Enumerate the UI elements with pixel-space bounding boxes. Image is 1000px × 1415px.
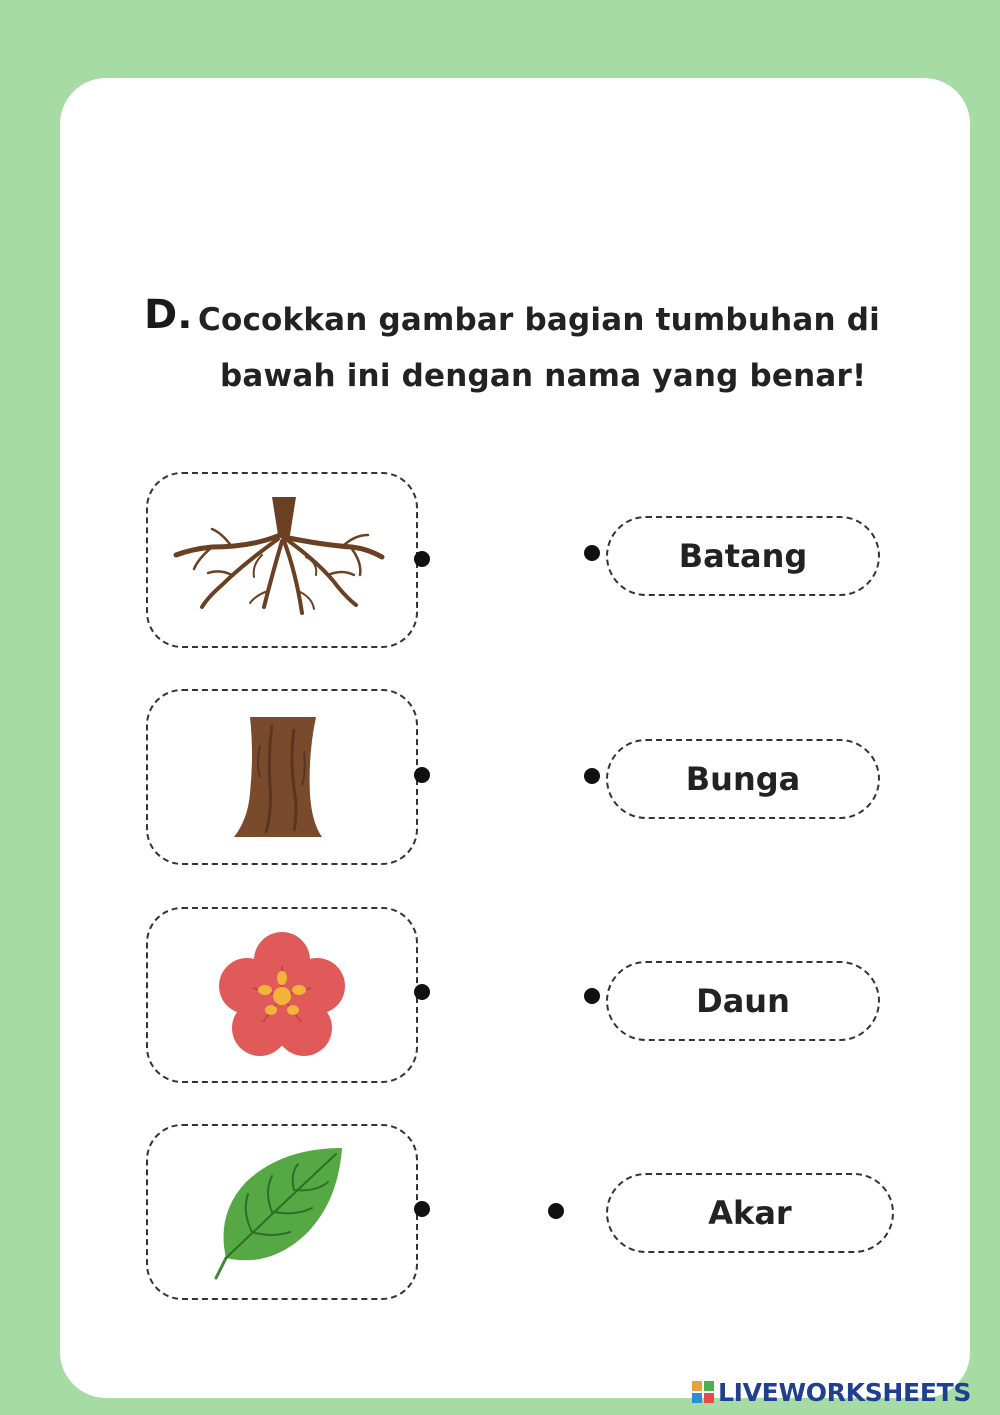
leaf-icon xyxy=(212,1142,352,1282)
word-dot-bunga[interactable] xyxy=(584,768,600,784)
liveworksheets-logo-text: LIVEWORKSHEETS xyxy=(718,1377,972,1407)
word-box-bunga: Bunga xyxy=(606,739,880,819)
section-letter: D. xyxy=(144,292,193,338)
liveworksheets-logo-icon xyxy=(692,1381,714,1403)
word-box-akar: Akar xyxy=(606,1173,894,1253)
instruction-line-1: Cocokkan gambar bagian tumbuhan di xyxy=(198,302,880,338)
picture-dot-flower[interactable] xyxy=(414,984,430,1000)
picture-box-leaf xyxy=(146,1124,418,1300)
picture-box-flower xyxy=(146,907,418,1083)
roots-icon xyxy=(172,495,392,625)
picture-dot-roots[interactable] xyxy=(414,551,430,567)
word-box-daun: Daun xyxy=(606,961,880,1041)
picture-box-trunk xyxy=(146,689,418,865)
picture-box-roots xyxy=(146,472,418,648)
picture-dot-trunk[interactable] xyxy=(414,767,430,783)
word-dot-batang[interactable] xyxy=(584,545,600,561)
instruction-line-2: bawah ini dengan nama yang benar! xyxy=(220,358,867,394)
word-box-batang: Batang xyxy=(606,516,880,596)
picture-dot-leaf[interactable] xyxy=(414,1201,430,1217)
liveworksheets-logo xyxy=(692,1376,971,1408)
word-dot-daun[interactable] xyxy=(584,988,600,1004)
flower-icon xyxy=(217,930,347,1060)
trunk-icon xyxy=(232,715,332,839)
word-dot-akar[interactable] xyxy=(548,1203,564,1219)
